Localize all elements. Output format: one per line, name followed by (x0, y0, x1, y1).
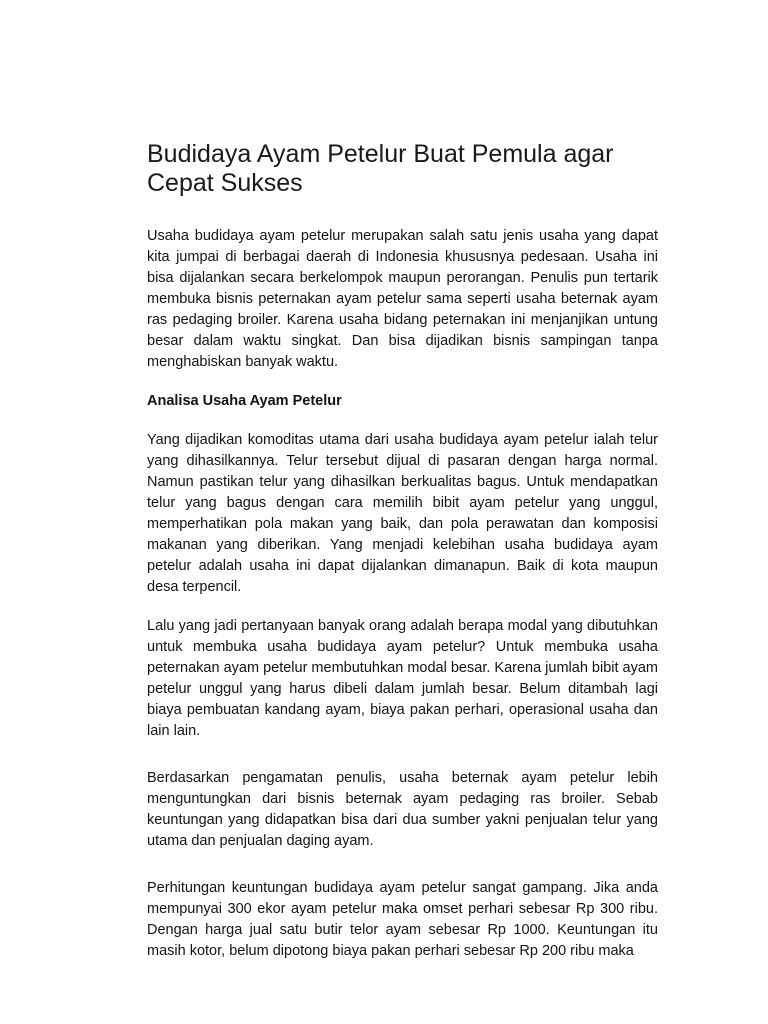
paragraph-komoditas: Yang dijadikan komoditas utama dari usaha budidaya ayam petelur ialah telur yang dihasilkannya. Telur tersebut dijual di pasaran dengan harga normal. Namun pastikan telur yang dihasilkan berkualitas bagus. Untuk mendapatkan telur yang bagus dengan cara memilih bibit ayam petelur yang unggul, memperhatikan pola makan yang baik, dan pola perawatan dan komposisi makanan yang diberikan. Yang menjadi kelebihan usaha budidaya ayam petelur adalah usaha ini dapat dijalankan dimanapun. Baik di kota maupun desa terpencil. (147, 432, 658, 595)
paragraph-intro: Usaha budidaya ayam petelur merupakan salah satu jenis usaha yang dapat kita jumpai di berbagai daerah di Indonesia khususnya pedesaan. Usaha ini bisa dijalankan secara berkelompok maupun perorangan. Penulis pun tertarik membuka bisnis peternakan ayam petelur sama seperti usaha beternak ayam ras pedaging broiler. Karena usaha bidang peternakan ini menjanjikan untung besar dalam waktu singkat. Dan bisa dijadikan bisnis sampingan tanpa menghabiskan banyak waktu. (147, 228, 658, 370)
paragraph-perhitungan: Perhitungan keuntungan budidaya ayam petelur sangat gampang. Jika anda mempunyai 300 ekor ayam petelur maka omset perhari sebesar Rp 300 ribu. Dengan harga jual satu butir telor ayam sebesar Rp 1000. Keuntungan itu masih kotor, belum dipotong biaya pakan perhari sebesar Rp 200 ribu maka (147, 880, 658, 959)
document-title: Budidaya Ayam Petelur Buat Pemula agar Cepat Sukses (147, 140, 614, 197)
section-heading: Analisa Usaha Ayam Petelur (147, 393, 342, 409)
document-page (147, 140, 658, 980)
paragraph-pengamatan: Berdasarkan pengamatan penulis, usaha beternak ayam petelur lebih menguntungkan dari bisnis beternak ayam pedaging ras broiler. Sebab keuntungan yang didapatkan bisa dari dua sumber yakni penjualan telur yang utama dan penjualan daging ayam. (147, 770, 658, 849)
paragraph-modal: Lalu yang jadi pertanyaan banyak orang adalah berapa modal yang dibutuhkan untuk membuka usaha budidaya ayam petelur? Untuk membuka usaha peternakan ayam petelur membutuhkan modal besar. Karena jumlah bibit ayam petelur unggul yang harus dibeli dalam jumlah besar. Belum ditambah lagi biaya pembuatan kandang ayam, biaya pakan perhari, operasional usaha dan lain lain. (147, 618, 659, 739)
